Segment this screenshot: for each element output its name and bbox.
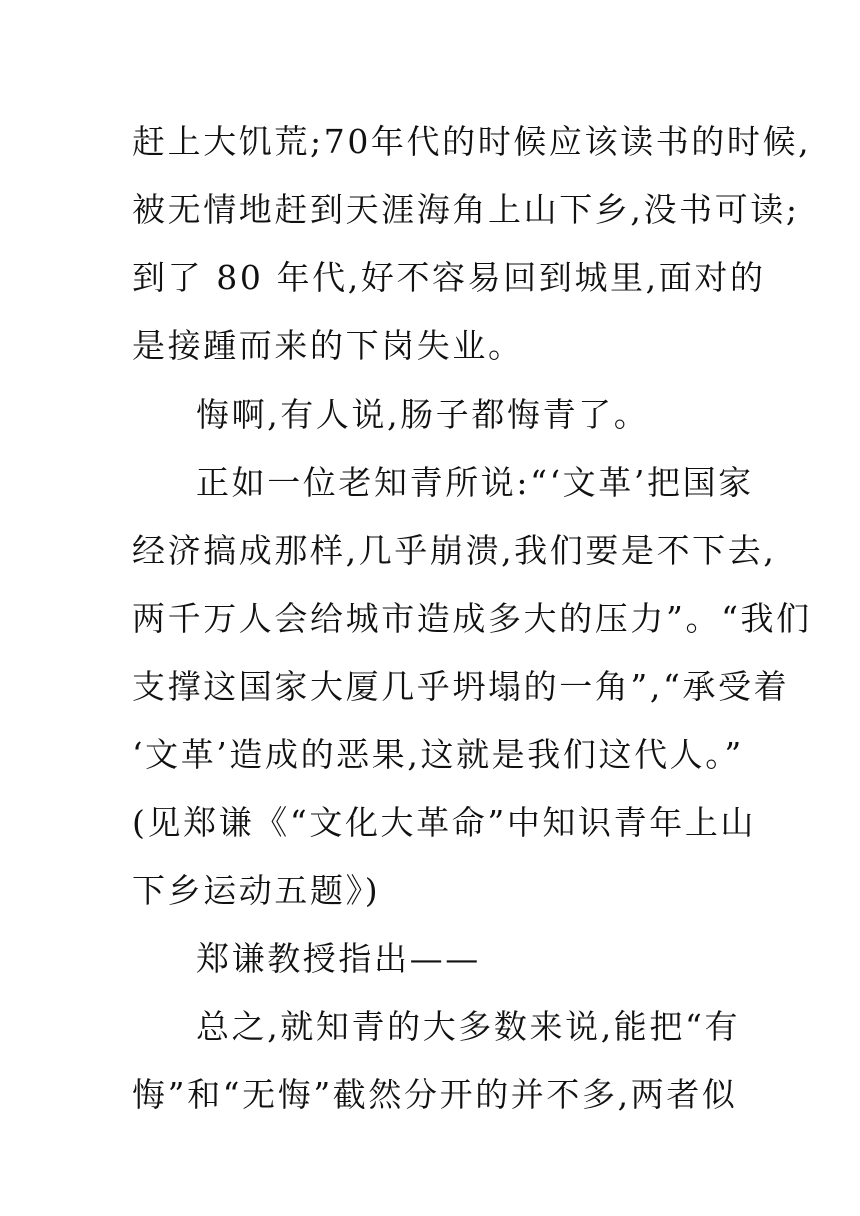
- text-line: 经济搞成那样,几乎崩溃,我们要是不下去,: [132, 531, 777, 570]
- text-line: 悔”和“无悔”截然分开的并不多,两者似: [132, 1075, 738, 1114]
- text-line: 支撑这国家大厦几乎坍塌的一角”,“承受着: [132, 667, 790, 706]
- text-line: 到了 80 年代,好不容易回到城里,面对的: [132, 258, 766, 297]
- citation-line: (见郑谦《“文化大革命”中知识青年上山: [132, 803, 757, 842]
- text-line: 两千万人会给城市造成多大的压力”。“我们: [132, 599, 812, 638]
- paragraph-start-line: 郑谦教授指出——: [196, 939, 481, 978]
- citation-line: 下乡运动五题》): [132, 871, 381, 910]
- text-line: 赶上大饥荒;70年代的时候应该读书的时候,: [132, 122, 812, 161]
- text-line: 是接踵而来的下岗失业。: [132, 326, 524, 365]
- paragraph-start-line: 悔啊,有人说,肠子都悔青了。: [196, 395, 650, 434]
- text-line: 被无情地赶到天涯海角上山下乡,没书可读;: [132, 190, 800, 229]
- paragraph-start-line: 总之,就知青的大多数来说,能把“有: [196, 1007, 741, 1046]
- text-line: ‘文革’造成的恶果,这就是我们这代人。”: [132, 735, 744, 774]
- paragraph-start-line: 正如一位老知青所说:“‘文革’把国家: [196, 463, 754, 502]
